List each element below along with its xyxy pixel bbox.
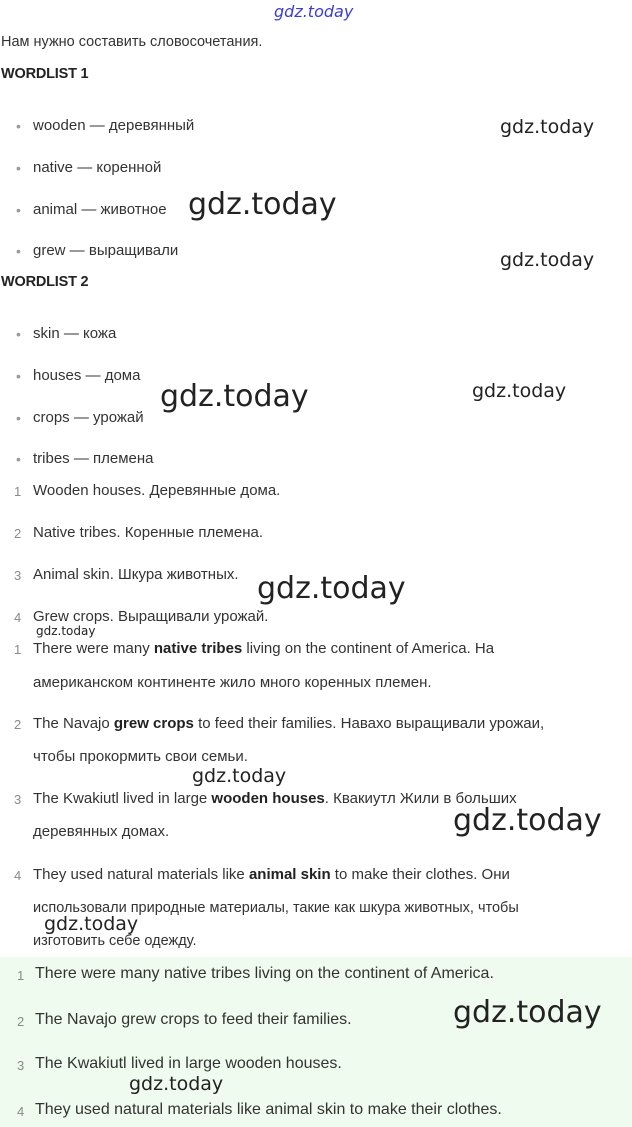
sentence-pre: They used natural materials like [33, 866, 249, 883]
wordlist1-item: native — коренной [33, 159, 162, 176]
phrase-text: Native tribes. Коренные племена. [33, 524, 263, 541]
answer-number: 1 [17, 968, 25, 983]
wordlist2-item: houses — дома [33, 367, 141, 384]
answer-number: 4 [17, 1104, 25, 1119]
bullet-dot: • [16, 451, 21, 467]
watermark: gdz.today [453, 995, 602, 1030]
answer-text: There were many native tribes living on the continent of America. [35, 965, 494, 982]
watermark: gdz.today [257, 571, 406, 606]
sentence-pre: The Navajo [33, 715, 114, 732]
sentence-number: 2 [14, 717, 22, 732]
bullet-dot: • [16, 243, 21, 259]
sentence-line1 [33, 866, 510, 883]
sentence-number: 1 [14, 642, 22, 657]
bullet-dot: • [16, 326, 21, 342]
watermark: gdz.today [129, 1073, 224, 1095]
bullet-dot: • [16, 368, 21, 384]
watermark: gdz.today [160, 379, 309, 414]
bullet-dot: • [16, 202, 21, 218]
sentence-line3: изготовить себе одежду. [33, 933, 197, 949]
phrase-number: 4 [14, 610, 22, 625]
sentence-line2: американском континенте жило много коренных племен. [33, 674, 432, 691]
watermark: gdz.today [188, 187, 337, 222]
sentence-line1 [33, 790, 517, 807]
wordlist2-item: tribes — племена [33, 450, 154, 467]
watermark: gdz.today [500, 116, 595, 138]
sentence-line2: чтобы прокормить свои семьи. [33, 748, 248, 765]
wordlist2-item: crops — урожай [33, 409, 144, 426]
sentence-number: 4 [14, 868, 22, 883]
sentence-bold: native tribes [153, 640, 243, 657]
intro-text: Нам нужно составить словосочетания. [1, 34, 263, 50]
watermark: gdz.today [472, 380, 567, 402]
answer-number: 2 [17, 1014, 25, 1029]
sentence-pre: There were many [33, 640, 154, 657]
phrase-number: 2 [14, 526, 22, 541]
sentence-post: . Квакиутл Жили в больших [324, 790, 517, 807]
wordlist1-item: wooden — деревянный [33, 117, 195, 134]
phrase-text: Animal skin. Шкура животных. [33, 566, 239, 583]
watermark: gdz.today [500, 249, 595, 271]
wordlist2-item: skin — кожа [33, 325, 117, 342]
answer-text: The Navajo grew crops to feed their families. [35, 1011, 352, 1028]
sentence-line1 [33, 640, 494, 657]
bullet-dot: • [16, 118, 21, 134]
sentence-bold: grew crops [113, 715, 194, 732]
wordlist1-item: animal — животное [33, 201, 167, 218]
sentence-number: 3 [14, 792, 22, 807]
sentence-post: to feed their families. Навахо выращивали урожаи, [193, 715, 545, 732]
sentence-post: to make their clothes. Они [330, 866, 510, 883]
wordlist1-item: grew — выращивали [33, 242, 179, 259]
watermark: gdz.today [192, 765, 287, 787]
phrase-text: Wooden houses. Деревянные дома. [33, 482, 281, 499]
watermark-top: gdz.today [274, 2, 354, 21]
sentence-bold: animal skin [248, 866, 331, 883]
sentence-pre: The Kwakiutl lived in large [33, 790, 212, 807]
watermark: gdz.today [44, 913, 139, 935]
answer-number: 3 [17, 1058, 25, 1073]
answer-text: They used natural materials like animal skin to make their clothes. [35, 1101, 502, 1118]
answer-text: The Kwakiutl lived in large wooden houses. [35, 1055, 342, 1072]
phrase-text: Grew crops. Выращивали урожай. [33, 608, 269, 625]
sentence-bold: wooden houses [211, 790, 325, 807]
bullet-dot: • [16, 410, 21, 426]
wordlist1-heading: WORDLIST 1 [1, 66, 89, 82]
phrase-number: 1 [14, 484, 22, 499]
sentence-line2: использовали природные материалы, такие как шкура животных, чтобы [33, 900, 519, 916]
sentence-line1 [33, 715, 544, 732]
sentence-line2: деревянных домах. [33, 823, 170, 840]
watermark: gdz.today [453, 803, 602, 838]
bullet-dot: • [16, 160, 21, 176]
sentence-post: living on the continent of America. На [242, 640, 495, 657]
phrase-number: 3 [14, 568, 22, 583]
watermark: gdz.today [36, 624, 96, 638]
wordlist2-heading: WORDLIST 2 [1, 274, 89, 290]
